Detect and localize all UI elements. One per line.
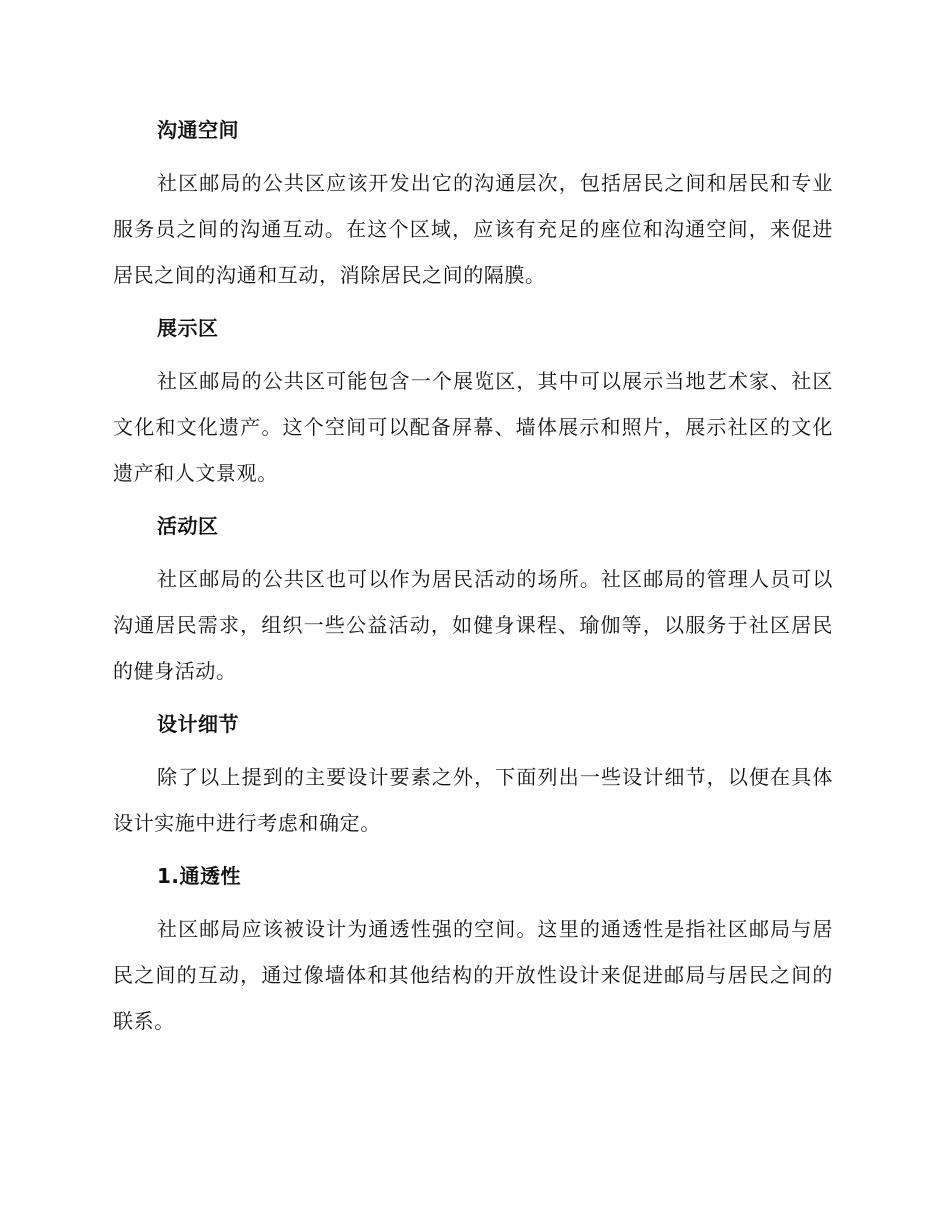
section-heading-transparency: 1.通透性 [157,864,242,888]
section-paragraph-design-details: 除了以上提到的主要设计要素之外，下面列出一些设计细节，以便在具体设计实施中进行考虑和确定。 [113,765,833,835]
section-paragraph-communication-space: 社区邮局的公共区应该开发出它的沟通层次，包括居民之间和居民和专业服务员之间的沟通互动。在这个区域，应该有充足的座位和沟通空间，来促进居民之间的沟通和互动，消除居民之间的隔膜。 [113,171,833,287]
section-heading-design-details: 设计细节 [157,712,239,736]
section-heading-activity-area: 活动区 [157,514,219,538]
section-paragraph-activity-area: 社区邮局的公共区也可以作为居民活动的场所。社区邮局的管理人员可以沟通居民需求，组织一些公益活动，如健身课程、瑜伽等，以服务于社区居民的健身活动。 [113,567,833,683]
section-heading-communication-space: 沟通空间 [157,118,239,142]
section-paragraph-transparency: 社区邮局应该被设计为通透性强的空间。这里的通透性是指社区邮局与居民之间的互动，通过像墙体和其他结构的开放性设计来促进邮局与居民之间的联系。 [113,917,833,1033]
section-heading-exhibition-area: 展示区 [157,316,219,340]
section-paragraph-exhibition-area: 社区邮局的公共区可能包含一个展览区，其中可以展示当地艺术家、社区文化和文化遗产。这个空间可以配备屏幕、墙体展示和照片，展示社区的文化遗产和人文景观。 [113,369,833,485]
document-page [113,108,833,1052]
